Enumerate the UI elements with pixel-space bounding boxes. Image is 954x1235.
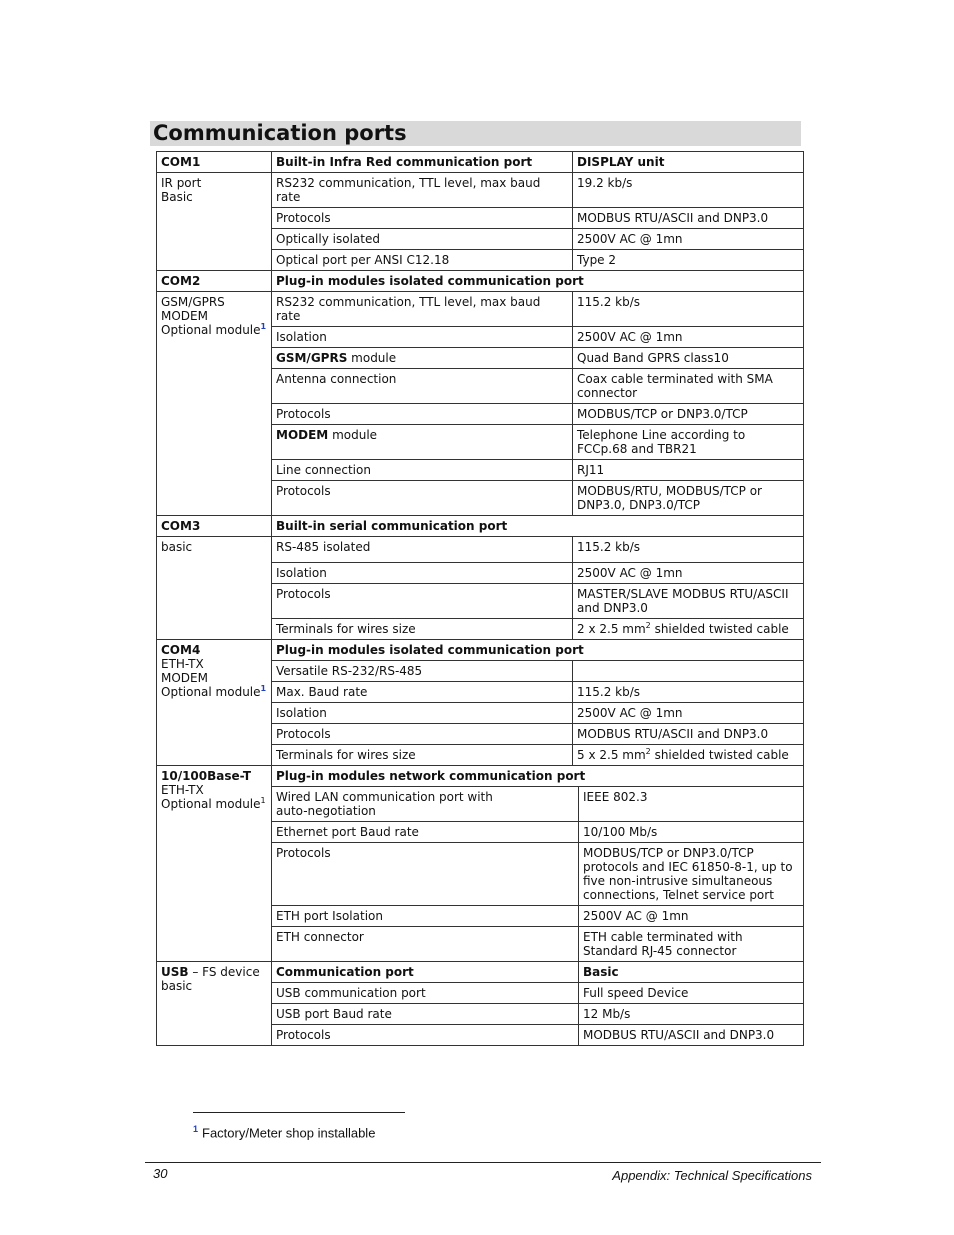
section-header: Plug-in modules isolated communication port: [272, 271, 804, 292]
port-desc-line: Optional module$^1$: [161, 322, 267, 337]
spec-value: Full speed Device: [579, 983, 804, 1004]
port-description: [157, 292, 272, 516]
section-header-value: Basic: [579, 962, 804, 983]
port-desc-line: ETH-TX: [161, 783, 204, 797]
port-description: [157, 640, 272, 766]
footnote-reference[interactable]: 1: [260, 796, 266, 805]
spec-label: Isolation: [272, 327, 573, 348]
spec-label: Max. Baud rate: [272, 682, 573, 703]
spec-value: Quad Band GPRS class10: [573, 348, 804, 369]
spec-value: MASTER/SLAVE MODBUS RTU/ASCII and DNP3.0: [573, 584, 804, 619]
footnote-text: Factory/Meter shop installable: [202, 1125, 376, 1141]
port-description: basic: [157, 537, 272, 640]
port-name: COM1: [157, 152, 272, 173]
page-number: 30: [153, 1166, 168, 1181]
footnote-reference[interactable]: 1: [260, 684, 267, 693]
port-desc-line: Optional module$^1$: [161, 684, 267, 699]
spec-value: 115.2 kb/s: [573, 292, 804, 327]
section-header: Plug-in modules isolated communication port: [272, 640, 804, 661]
table-row: [157, 537, 804, 563]
spec-value: 115.2 kb/s: [573, 682, 804, 703]
section-header-value: DISPLAY unit: [573, 152, 804, 173]
spec-label: Versatile RS-232/RS-485: [272, 661, 573, 682]
spec-label: Ethernet port Baud rate: [272, 822, 579, 843]
spec-label: Protocols: [272, 843, 579, 906]
spec-label: USB communication port: [272, 983, 579, 1004]
table-row: [157, 152, 804, 173]
spec-value: 5 x 2.5 $mm^2$ shielded twisted cable: [573, 745, 804, 766]
spec-label: Optically isolated: [272, 229, 573, 250]
spec-value: MODBUS/TCP or DNP3.0/TCP protocols and IEC 61850-8-1, up to five non-intrusive simultaneous connections, Telnet service port: [579, 843, 804, 906]
spec-label: Terminals for wires size: [272, 745, 573, 766]
spec-label: Isolation: [272, 703, 573, 724]
spec-value: ETH cable terminated with Standard RJ-45 connector: [579, 927, 804, 962]
footer-divider: [145, 1162, 821, 1163]
spec-value: Type 2: [573, 250, 804, 271]
port-desc-line: Basic: [161, 190, 193, 204]
table-row: [157, 766, 804, 787]
spec-label: ETH port Isolation: [272, 906, 579, 927]
table-row: [157, 640, 804, 661]
table-row: [157, 173, 804, 208]
section-header: Built-in serial communication port: [272, 516, 804, 537]
spec-label: RS-485 isolated: [272, 537, 573, 563]
spec-label: Protocols: [272, 208, 573, 229]
spec-label: Wired LAN communication port with auto-negotiation: [272, 787, 579, 822]
spec-label: Protocols: [272, 584, 573, 619]
spec-value: 10/100 Mb/s: [579, 822, 804, 843]
section-header: Plug-in modules network communication port: [272, 766, 804, 787]
spec-label: RS232 communication, TTL level, max baud rate: [272, 173, 573, 208]
spec-value: [573, 661, 804, 682]
section-header: Communication port: [272, 962, 579, 983]
port-desc-line: MODEM: [161, 671, 208, 685]
spec-label: Terminals for wires size: [272, 619, 573, 640]
port-desc-line: ETH-TX: [161, 657, 204, 671]
footer-section-title: Appendix: Technical Specifications: [612, 1168, 812, 1183]
port-desc-line: MODEM: [161, 309, 208, 323]
communication-ports-table: [156, 151, 804, 1046]
section-header: Built-in Infra Red communication port: [272, 152, 573, 173]
page-title: Communication ports: [150, 121, 801, 146]
spec-label: Line connection: [272, 460, 573, 481]
port-desc-line: Optional module$^1$: [161, 796, 266, 811]
footnote-reference[interactable]: 1: [260, 322, 267, 331]
spec-value: 115.2 kb/s: [573, 537, 804, 563]
spec-value: MODBUS RTU/ASCII and DNP3.0: [573, 208, 804, 229]
table-row: [157, 292, 804, 327]
spec-label: RS232 communication, TTL level, max baud rate: [272, 292, 573, 327]
port-name: COM4: [161, 643, 201, 657]
spec-value: Telephone Line according to FCCp.68 and TBR21: [573, 425, 804, 460]
spec-label: GSM/GPRS module: [272, 348, 573, 369]
port-name: COM3: [157, 516, 272, 537]
spec-value: 2 x 2.5 $mm^2$ shielded twisted cable: [573, 619, 804, 640]
spec-label: Protocols: [272, 724, 573, 745]
port-desc-line: GSM/GPRS: [161, 295, 225, 309]
port-name: USB – FS device: [161, 965, 260, 979]
spec-label: USB port Baud rate: [272, 1004, 579, 1025]
table-row: [157, 516, 804, 537]
spec-label: ETH connector: [272, 927, 579, 962]
footnote-mark: 1: [193, 1124, 199, 1134]
spec-label: Isolation: [272, 563, 573, 584]
spec-value: 12 Mb/s: [579, 1004, 804, 1025]
port-name: COM2: [157, 271, 272, 292]
port-name: 10/100Base-T: [161, 769, 252, 783]
spec-label: Protocols: [272, 404, 573, 425]
spec-label: Protocols: [272, 1025, 579, 1046]
spec-value: 2500V AC @ 1mn: [573, 229, 804, 250]
spec-value: IEEE 802.3: [579, 787, 804, 822]
spec-value: 2500V AC @ 1mn: [579, 906, 804, 927]
port-desc-line: IR port: [161, 176, 202, 190]
spec-label: Protocols: [272, 481, 573, 516]
spec-value: 2500V AC @ 1mn: [573, 563, 804, 584]
footnote-divider: [193, 1112, 405, 1113]
spec-value: 2500V AC @ 1mn: [573, 703, 804, 724]
spec-value: 2500V AC @ 1mn: [573, 327, 804, 348]
spec-value: MODBUS RTU/ASCII and DNP3.0: [579, 1025, 804, 1046]
spec-value: MODBUS/TCP or DNP3.0/TCP: [573, 404, 804, 425]
table-row: [157, 271, 804, 292]
footnote: [193, 1124, 375, 1140]
spec-label: MODEM module: [272, 425, 573, 460]
port-desc-line: basic: [161, 979, 193, 993]
spec-value: Coax cable terminated with SMA connector: [573, 369, 804, 404]
spec-value: RJ11: [573, 460, 804, 481]
spec-value: MODBUS RTU/ASCII and DNP3.0: [573, 724, 804, 745]
table-row: [157, 962, 804, 983]
port-description: [157, 766, 272, 962]
spec-label: Antenna connection: [272, 369, 573, 404]
port-description: [157, 962, 272, 1046]
spec-label: Optical port per ANSI C12.18: [272, 250, 573, 271]
spec-value: MODBUS/RTU, MODBUS/TCP or DNP3.0, DNP3.0/TCP: [573, 481, 804, 516]
port-description: [157, 173, 272, 271]
spec-value: 19.2 kb/s: [573, 173, 804, 208]
